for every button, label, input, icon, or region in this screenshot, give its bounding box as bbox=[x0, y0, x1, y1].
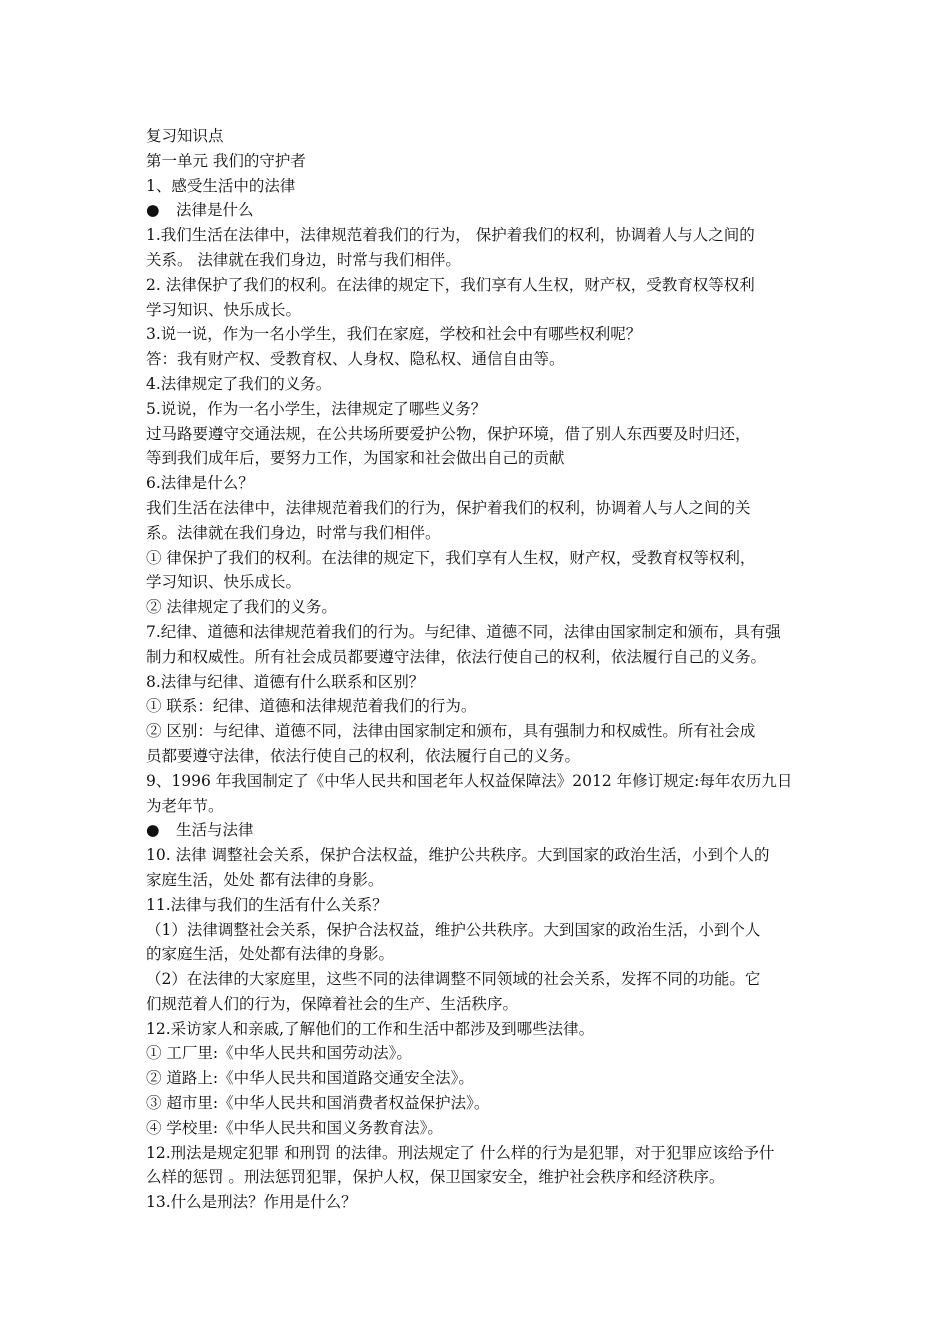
text-line: 我们生活在法律中，法律规范着我们的行为，保护着我们的权利，协调着人与人之间的关 bbox=[146, 498, 751, 517]
text-line: 12.采访家人和亲戚,了解他们的工作和生活中都涉及到哪些法律。 bbox=[146, 1019, 595, 1038]
text-line: 13.什么是刑法？作用是什么？ bbox=[146, 1193, 357, 1212]
text-line: ① 律保护了我们的权利。在法律的规定下，我们享有人生权，财产权，受教育权等权利， bbox=[146, 548, 756, 567]
text-line: ② 法律规定了我们的义务。 bbox=[146, 598, 337, 617]
text-line: （1）法律调整社会关系，保护合法权益，维护公共秩序。大到国家的政治生活，小到个人 bbox=[146, 920, 761, 939]
text-line: （2）在法律的大家庭里，这些不同的法律调整不同领域的社会关系，发挥不同的功能。它 bbox=[146, 970, 761, 989]
text-line: ① 联系：纪律、道德和法律规范着我们的行为。 bbox=[146, 697, 477, 716]
text-line: 3.说一说，作为一名小学生，我们在家庭，学校和社会中有哪些权利呢？ bbox=[146, 325, 642, 344]
lesson-title: 1、感受生活中的法律 bbox=[146, 176, 296, 195]
unit-title: 第一单元 我们的守护者 bbox=[146, 151, 306, 170]
text-line: 6.法律是什么？ bbox=[146, 474, 254, 493]
text-line: 9、1996 年我国制定了《中华人民共和国老年人权益保障法》2012 年修订规定:每年农历九日 bbox=[146, 771, 793, 790]
text-line: 学习知识、快乐成长。 bbox=[146, 300, 302, 319]
text-line: 5.说说，作为一名小学生，法律规定了哪些义务？ bbox=[146, 399, 487, 418]
text-line: 7.纪律、道德和法律规范着我们的行为。与纪律、道德不同，法律由国家制定和颁布，具有强 bbox=[146, 622, 781, 641]
text-line: 8.法律与纪律、道德有什么联系和区别？ bbox=[146, 672, 425, 691]
text-line: ③ 超市里:《中华人民共和国消费者权益保护法》。 bbox=[146, 1094, 490, 1113]
text-line: 们规范着人们的行为，保障着社会的生产、生活秩序。 bbox=[146, 994, 519, 1013]
bullet-heading bbox=[146, 818, 810, 843]
text-line: 答：我有财产权、受教育权、人身权、隐私权、通信自由等。 bbox=[146, 350, 565, 369]
text-line: 关系。 法律就在我们身边，时常与我们相伴。 bbox=[146, 250, 461, 269]
text-line: 家庭生活，处处 都有法律的身影。 bbox=[146, 870, 384, 889]
text-line: 12.刑法是规定犯罪 和刑罚 的法律。刑法规定了 什么样的行为是犯罪，对于犯罪应该给予什 bbox=[146, 1143, 775, 1162]
bullet-heading-text: 法律是什么 bbox=[176, 201, 254, 220]
text-line: 制力和权威性。所有社会成员都要遵守法律，依法行使自己的权利，依法履行自己的义务。 bbox=[146, 647, 767, 666]
text-line: 4.法律规定了我们的义务。 bbox=[146, 374, 332, 393]
text-line: ① 工厂里:《中华人民共和国劳动法》。 bbox=[146, 1044, 412, 1063]
bullet-heading-text: 生活与法律 bbox=[176, 821, 254, 840]
document-page bbox=[146, 124, 810, 1215]
text-line: ② 区别：与纪律、道德不同，法律由国家制定和颁布，具有强制力和权威性。所有社会成 bbox=[146, 722, 756, 741]
text-line: 员都要遵守法律，依法行使自己的权利，依法履行自己的义务。 bbox=[146, 746, 581, 765]
text-line: 10. 法律 调整社会关系，保护合法权益，维护公共秩序。大到国家的政治生活，小到个人的 bbox=[146, 846, 770, 865]
text-line: 等到我们成年后，要努力工作，为国家和社会做出自己的贡献 bbox=[146, 449, 565, 468]
text-line: 11.法律与我们的生活有什么关系？ bbox=[146, 895, 388, 914]
text-line: 系。法律就在我们身边，时常与我们相伴。 bbox=[146, 523, 441, 542]
text-line: 1.我们生活在法律中，法律规范着我们的行为， 保护着我们的权利，协调着人与人之间的 bbox=[146, 226, 755, 245]
bullet-heading bbox=[146, 198, 810, 223]
text-line: 么样的惩罚 。刑法惩罚犯罪，保护人权，保卫国家安全，维护社会秩序和经济秩序。 bbox=[146, 1168, 725, 1187]
text-line: ② 道路上:《中华人民共和国道路交通安全法》。 bbox=[146, 1069, 474, 1088]
bullet-icon: ● bbox=[146, 821, 160, 840]
text-line: 的家庭生活，处处都有法律的身影。 bbox=[146, 945, 395, 964]
text-line: 学习知识、快乐成长。 bbox=[146, 573, 302, 592]
bullet-icon: ● bbox=[146, 201, 160, 220]
text-line: 为老年节。 bbox=[146, 796, 224, 815]
document-heading: 复习知识点 bbox=[146, 127, 224, 145]
text-line: 过马路要遵守交通法规，在公共场所要爱护公物，保护环境，借了别人东西要及时归还， bbox=[146, 424, 751, 443]
text-line: 2. 法律保护了我们的权利。在法律的规定下，我们享有人生权，财产权，受教育权等权利 bbox=[146, 275, 755, 294]
text-line: ④ 学校里:《中华人民共和国义务教育法》。 bbox=[146, 1118, 443, 1137]
